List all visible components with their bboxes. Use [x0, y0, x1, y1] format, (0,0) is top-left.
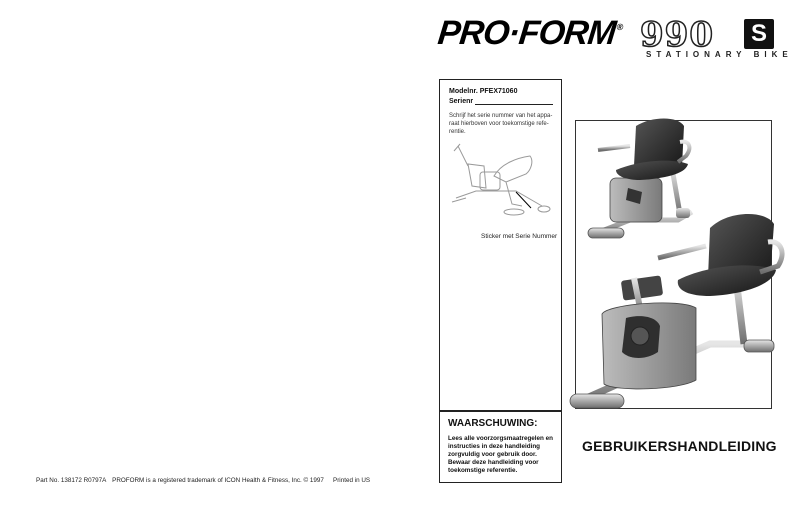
model-label: Modelnr. PFEX71060 [449, 88, 518, 95]
brand-logo [436, 14, 623, 52]
bike-rear [588, 119, 692, 239]
document-title: GEBRUIKERSHANDLEIDING [582, 438, 777, 454]
serial-line [475, 97, 553, 105]
model-number: 990 [640, 15, 714, 55]
serial-sticker-illustration [446, 136, 556, 222]
warning-text: Lees alle voorzorgsmaatregelen en instructies in deze handleiding zorgvuldig voor gebruik door. Bewaar deze handleiding voor toekomstige referentie. [448, 435, 553, 474]
model-badge: S [744, 19, 774, 49]
part-number: Part No. 138172 R0797A [36, 477, 107, 484]
registered-mark: ® [616, 22, 623, 32]
brand-name: PRO·FORM [436, 14, 618, 52]
serial-label: Serienr [449, 98, 474, 105]
warning-box [440, 410, 561, 482]
serial-note: Schrijf het serie nummer van het appa-raat hierboven voor toekomstige refe-rentie. [449, 113, 553, 135]
printed-in: Printed in US [333, 477, 371, 484]
bike-front [570, 214, 782, 408]
product-subtitle: STATIONARY BIKE [646, 50, 793, 59]
footer-text [36, 477, 328, 484]
warning-title: WAARSCHUWING: [448, 418, 538, 429]
sticker-caption: Sticker met Serie Nummer [481, 233, 558, 240]
trademark-notice: PROFORM is a registered trademark of ICON Health & Fitness, Inc. © 1997 [112, 477, 324, 484]
serial-field [449, 97, 553, 105]
model-field [449, 88, 517, 95]
product-illustration [560, 108, 788, 413]
